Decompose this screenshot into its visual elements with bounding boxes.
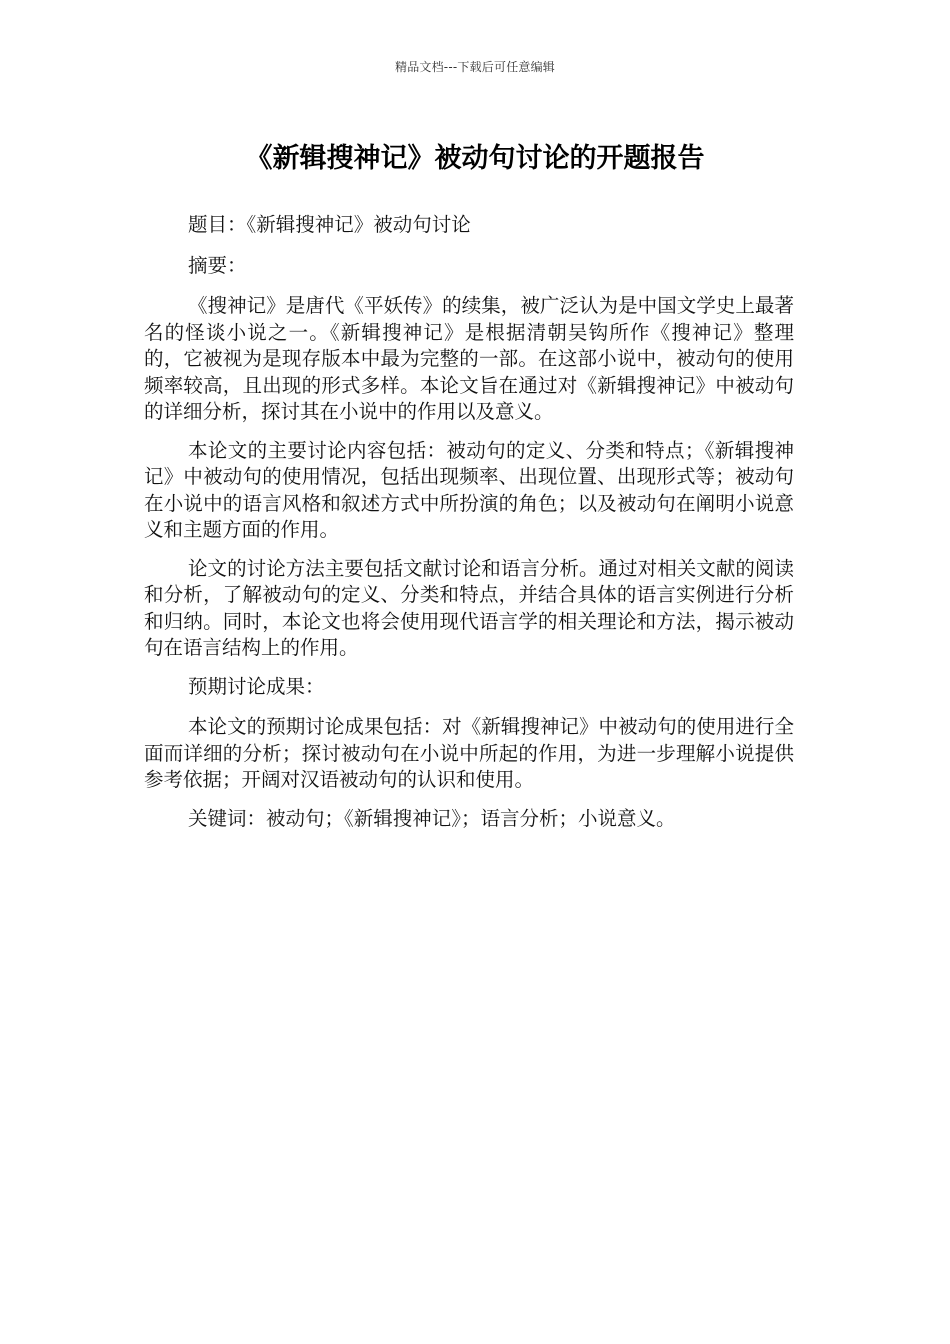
abstract-paragraph-3: 论文的讨论方法主要包括文献讨论和语言分析。通过对相关文献的阅读和分析，了解被动句的定义、分类和特点，并结合具体的语言实例进行分析和归纳。同时，本论文也将会使用现代语言学的相关理论和方法，揭示被动句在语言结构上的作用。 xyxy=(144,556,794,659)
keywords-line: 关键词：被动句；《新辑搜神记》；语言分析；小说意义。 xyxy=(188,806,676,830)
abstract-paragraph-2: 本论文的主要讨论内容包括：被动句的定义、分类和特点；《新辑搜神记》中被动句的使用情况，包括出现频率、出现位置、出现形式等；被动句在小说中的语言风格和叙述方式中所扮演的角色；以及被动句在阐明小说意义和主题方面的作用。 xyxy=(144,438,794,541)
document-body xyxy=(144,212,794,846)
abstract-paragraph-1: 《搜神记》是唐代《平妖传》的续集，被广泛认为是中国文学史上最著名的怪谈小说之一。《新辑搜神记》是根据清朝吴钩所作《搜神记》整理的，它被视为是现存版本中最为完整的一部。在这部小说中，被动句的使用频率较高，且出现的形式多样。本论文旨在通过对《新辑搜神记》中被动句的详细分析，探讨其在小说中的作用以及意义。 xyxy=(144,294,794,423)
topic-line: 题目：《新辑搜神记》被动句讨论 xyxy=(188,213,471,236)
abstract-label: 摘要： xyxy=(188,253,247,277)
expected-results-label: 预期讨论成果： xyxy=(188,674,325,698)
expected-results-paragraph: 本论文的预期讨论成果包括：对《新辑搜神记》中被动句的使用进行全面而详细的分析；探讨被动句在小说中所起的作用，为进一步理解小说提供参考依据；开阔对汉语被动句的认识和使用。 xyxy=(144,715,794,791)
header-watermark: 精品文档---下载后可任意编辑 xyxy=(395,60,555,74)
document-title: 《新辑搜神记》被动句讨论的开题报告 xyxy=(245,143,705,174)
